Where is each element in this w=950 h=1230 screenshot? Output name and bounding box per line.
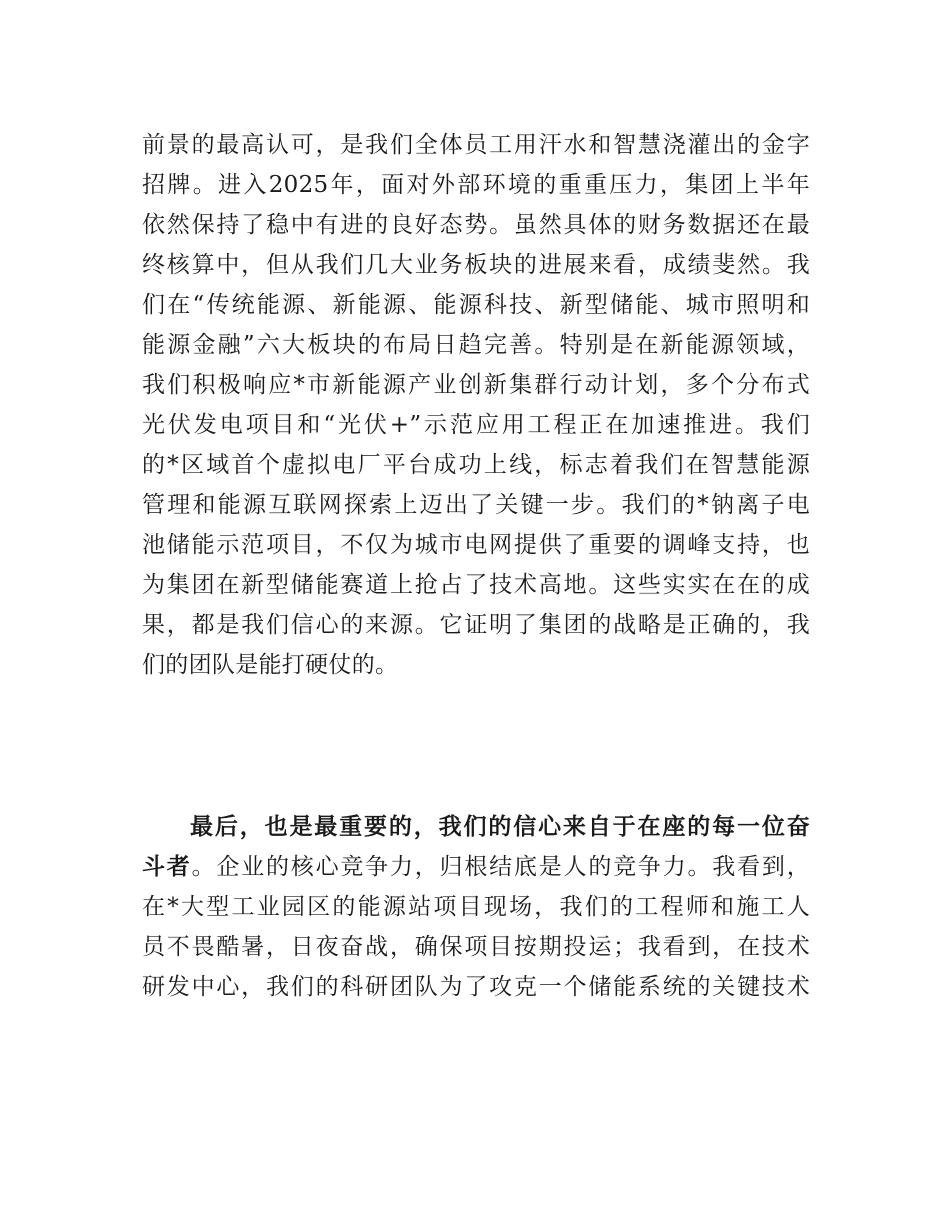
paragraph-2-heading-end: 斗者 <box>142 853 192 880</box>
paragraph-2 <box>142 807 810 1007</box>
paragraph-1-line: 前景的最高认可，是我们全体员工用汗水和智慧浇灌出的金字 <box>142 132 810 158</box>
paragraph-1 <box>142 125 810 685</box>
paragraph-2-heading-line: 最后，也是最重要的，我们的信心来自于在座的每一位奋 <box>190 813 810 840</box>
paragraph-1-line: 们的团队是能打硬仗的。 <box>142 652 399 678</box>
paragraph-1-line: 终核算中，但从我们几大业务板块的进展来看，成绩斐然。我 <box>142 252 810 278</box>
paragraph-2-line: 员不畏酷暑，日夜奋战，确保项目按期投运；我看到，在技术 <box>142 934 810 960</box>
paragraph-1-line: 为集团在新型储能赛道上抢占了技术高地。这些实实在在的成 <box>142 572 810 598</box>
paragraph-2-line-rest: 。企业的核心竞争力，归根结底是人的竞争力。我看到， <box>191 854 810 880</box>
paragraph-2-line: 在*大型工业园区的能源站项目现场，我们的工程师和施工人 <box>142 894 810 920</box>
paragraph-1-line: 招牌。进入2025年，面对外部环境的重重压力，集团上半年 <box>142 172 810 198</box>
paragraph-1-line: 们在“传统能源、新能源、能源科技、新型储能、城市照明和 <box>142 292 810 318</box>
paragraph-2-line <box>142 847 810 887</box>
paragraph-1-line: 果，都是我们信心的来源。它证明了集团的战略是正确的，我 <box>142 612 810 638</box>
paragraph-1-line: 我们积极响应*市新能源产业创新集群行动计划，多个分布式 <box>142 372 810 398</box>
paragraph-1-line: 池储能示范项目，不仅为城市电网提供了重要的调峰支持，也 <box>142 532 810 558</box>
paragraph-1-line: 能源金融”六大板块的布局日趋完善。特别是在新能源领域， <box>142 332 810 358</box>
paragraph-1-line: 的*区域首个虚拟电厂平台成功上线，标志着我们在智慧能源 <box>142 452 810 478</box>
paragraph-1-line: 管理和能源互联网探索上迈出了关键一步。我们的*钠离子电 <box>142 492 810 518</box>
paragraph-2-line: 研发中心，我们的科研团队为了攻克一个储能系统的关键技术 <box>142 974 810 1000</box>
paragraph-1-line: 光伏发电项目和“光伏+”示范应用工程正在加速推进。我们 <box>142 412 810 438</box>
paragraph-1-line: 依然保持了稳中有进的良好态势。虽然具体的财务数据还在最 <box>142 212 810 238</box>
